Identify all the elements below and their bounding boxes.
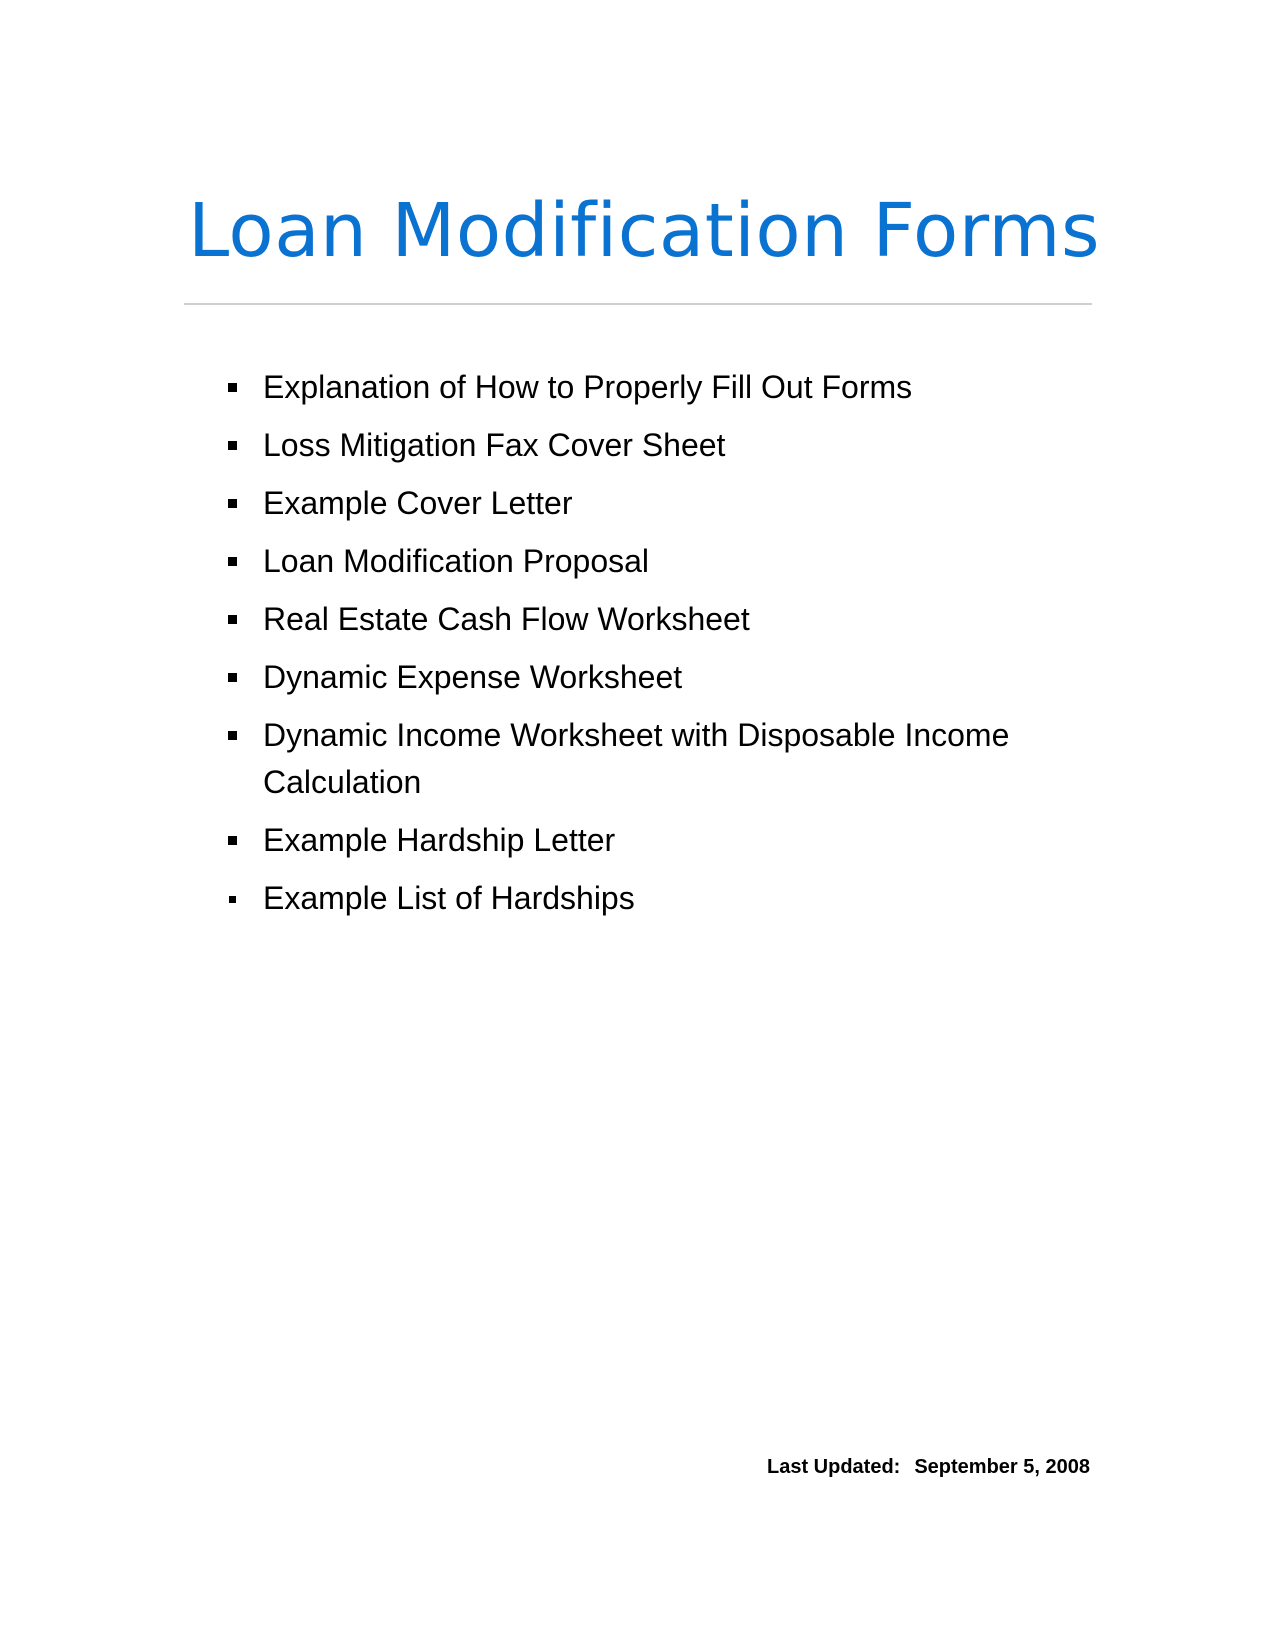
square-bullet-icon bbox=[228, 836, 237, 845]
last-updated-date: September 5, 2008 bbox=[914, 1456, 1090, 1478]
list-item bbox=[226, 654, 1106, 701]
list-item-label: Real Estate Cash Flow Worksheet bbox=[263, 601, 750, 637]
list-item bbox=[226, 422, 1106, 469]
square-bullet-icon bbox=[228, 615, 237, 624]
list-item-label: Loan Modification Proposal bbox=[263, 543, 650, 579]
list-item bbox=[226, 538, 1106, 585]
square-bullet-icon bbox=[228, 557, 237, 566]
list-item bbox=[226, 480, 1106, 527]
list-item bbox=[226, 817, 1106, 864]
square-bullet-icon bbox=[228, 731, 237, 740]
last-updated-footer bbox=[767, 1456, 1090, 1479]
list-item-label: Example Cover Letter bbox=[263, 485, 573, 521]
list-item bbox=[226, 712, 1106, 806]
list-item-label: Dynamic Income Worksheet with Disposable Income Calculation bbox=[263, 717, 1010, 800]
page-title: Loan Modification Forms bbox=[188, 188, 1101, 274]
square-bullet-icon bbox=[229, 896, 236, 903]
list-item bbox=[226, 364, 1106, 411]
list-item bbox=[226, 596, 1106, 643]
list-item-label: Loss Mitigation Fax Cover Sheet bbox=[263, 427, 726, 463]
square-bullet-icon bbox=[228, 673, 237, 682]
list-item bbox=[226, 875, 1106, 922]
list-item-label: Example List of Hardships bbox=[263, 880, 635, 916]
square-bullet-icon bbox=[228, 499, 237, 508]
square-bullet-icon bbox=[228, 441, 237, 450]
forms-list bbox=[226, 364, 1106, 933]
list-item-label: Example Hardship Letter bbox=[263, 822, 616, 858]
list-item-label: Dynamic Expense Worksheet bbox=[263, 659, 683, 695]
title-divider bbox=[184, 303, 1092, 305]
list-item-label: Explanation of How to Properly Fill Out Forms bbox=[263, 369, 913, 405]
square-bullet-icon bbox=[228, 383, 237, 392]
last-updated-label: Last Updated: bbox=[767, 1456, 901, 1478]
